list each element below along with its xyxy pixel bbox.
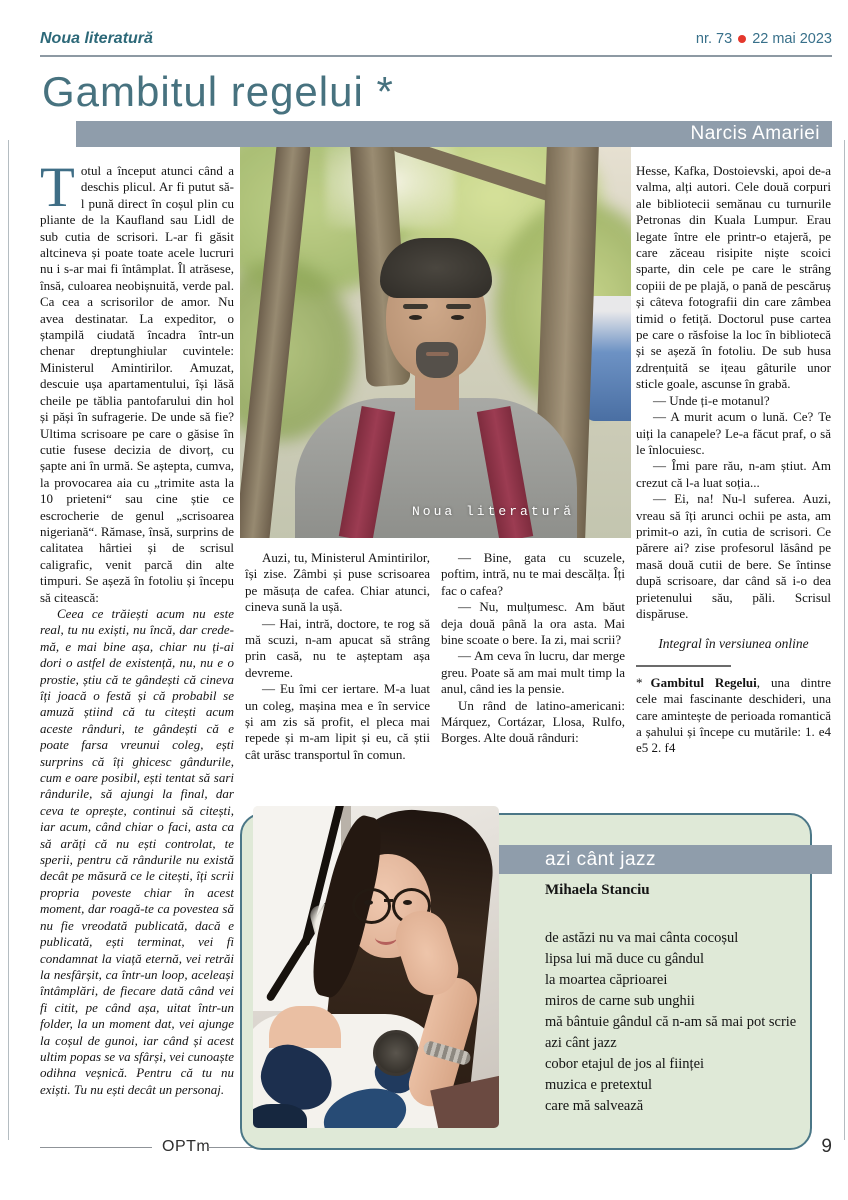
issue-info bbox=[696, 31, 832, 47]
footnote-rule bbox=[636, 665, 731, 667]
online-version-note: Integral în versiunea online bbox=[658, 636, 809, 652]
magazine-brand: OPTm bbox=[162, 1138, 211, 1155]
left-margin-rule bbox=[8, 140, 9, 1140]
paragraph: — Îmi pare rău, n-am știut. Am crezut că l-a luat soția... bbox=[636, 458, 831, 490]
poem-section-title: azi cânt jazz bbox=[545, 848, 657, 870]
footnote-text: , una dintre cele mai fascinante deschideri, una care amintește de perioada romantică a șahului și începe cu mutările: 1. e4 e5 2. f4 bbox=[636, 674, 831, 756]
poet-photo bbox=[253, 806, 499, 1128]
article-title: Gambitul regelui * bbox=[42, 68, 394, 115]
issue-separator-dot bbox=[738, 35, 746, 43]
paragraph: — A murit acum o lună. Ce? Te uiți la canapele? Le-a făcut praf, o să le înlocuiesc. bbox=[636, 409, 831, 457]
poem-line: lipsa lui mă duce cu gândul bbox=[545, 951, 705, 967]
author-banner bbox=[76, 121, 832, 147]
paragraph: Auzi, tu, Ministerul Amintirilor, își zise. Zâmbi și puse scrisoarea pe măsuța de cafea. Chiar atunci, cineva sună la ușă. bbox=[245, 550, 430, 615]
poem-line: mă bântuie gândul că n-am să mai pot scrie bbox=[545, 1014, 797, 1030]
poem-author: Mihaela Stanciu bbox=[545, 882, 650, 898]
eye bbox=[409, 315, 422, 320]
glasses-bridge bbox=[384, 899, 393, 902]
right-margin-rule bbox=[844, 140, 845, 1140]
goatee bbox=[416, 342, 458, 378]
eyebrow bbox=[403, 304, 428, 309]
article-column-3 bbox=[441, 550, 625, 800]
paragraph: — Hai, intră, doctore, te rog să mă scuzi, n-am apucat să strâng prin casă, nu te așteptam așa devreme. bbox=[245, 615, 430, 680]
poem-line: de astăzi nu va mai cânta cocoșul bbox=[545, 930, 739, 946]
poem-line: la moartea căprioarei bbox=[545, 972, 668, 988]
poem bbox=[545, 928, 796, 1117]
poem-line: muzica e pretextul bbox=[545, 1077, 653, 1093]
poem-line: care mă salvează bbox=[545, 1098, 644, 1114]
issue-date: 22 mai 2023 bbox=[752, 31, 832, 47]
paragraph: — Nu, mulțumesc. Am băut deja două până la ora asta. Mai bine scoate o bere. Ia zi, mai scrii? bbox=[441, 599, 625, 648]
eye bbox=[403, 900, 412, 905]
mouth bbox=[426, 352, 449, 356]
masthead-rule bbox=[40, 55, 832, 57]
poem-line: azi cânt jazz bbox=[545, 1035, 617, 1051]
man-hair bbox=[380, 238, 492, 298]
poem-line: cobor etajul de jos al ființei bbox=[545, 1056, 705, 1072]
eye bbox=[451, 315, 464, 320]
footnote-term: Gambitul Regelui bbox=[650, 674, 757, 690]
photo-caption: Noua literatură bbox=[412, 504, 575, 519]
eyebrow bbox=[446, 304, 471, 309]
article-column-4 bbox=[636, 163, 831, 823]
footnote-marker: * bbox=[636, 674, 643, 690]
poem-section-banner bbox=[499, 845, 832, 874]
paragraph: Hesse, Kafka, Dostoievski, apoi de-a valma, alți autori. Cele două corpuri ale bibliotecii semănau cu turnurile Petronas din Kuala Lumpur. Erau legate între ele printr-o etajeră, pe care zăceau risipite niște scoici sparte, din cele pe care le strâng copiii de pe plajă, o pană de pescăruș și câteva fotografii din care zâmbea timid o fetiță. Doctorul puse cartea pe care o răsfoise la loc în bibliotecă și se așeză în fotoliu. De sub husa zdrențuită se ițeau gâturile unor sticle goale, ascunse în grabă. bbox=[636, 163, 831, 392]
paragraph: — Eu îmi cer iertare. M-a luat un coleg, mașina mea e în service și am zis să profit, el pleca mai repede și m-am lipit și eu, că știi cât urăsc transportul în comun. bbox=[245, 681, 430, 762]
lead-paragraph: Totul a început atunci când a deschis plicul. Ar fi putut să-l pună direct în coșul plin cu pliante de la Kaufland sau Lidl de sub cutia de scrisori. L-ar fi găsit altcineva și poate toate acele lucruri nu i s-ar mai fi întâmplat. Îl atrăsese, însă, culoarea neobișnuită, verde pal. Ca cea a scrisorilor de amor. Nu avea destinatar. La expeditor, o ștampilă ciudată încadra într-un chenar dreptunghiular cuvintele: Ministerul Amintirilor. Amuzat, descuie ușa apartamentului, își lăsă cheile pe tăblia pantofarului din hol și păși în sufragerie. De unde să fie? Ultima scrisoare pe care o găsise în cutie fusese decizia de divorț, cu șapte ani în urmă. Se aștepta, cumva, la provocarea aia cu „trimite asta la 10 prieteni“ sau cine știe ce escrocherie de genul „scrisoarea nigeriană“. Rămase, însă, surprins de calitatea hârtiei și de scrisul caligrafic, venit parcă din alte timpuri. Se așeză în fotoliu și începu să citească: bbox=[40, 163, 234, 605]
poem-line: miros de carne sub unghii bbox=[545, 993, 695, 1009]
letter-paragraph: Ceea ce trăiești acum nu este real, tu nu exiști, nu încă, dar crede-mă, e mai bine așa, chiar nu ți-ai dori o astfel de existență, nu, nu e o prostie, știu că te gândești că cineva îți joacă o festă și că probabil se amuză știind că tu citești acum aceste rânduri, te gândești că e poate farsa vreunui coleg, ești surprins că îți ghicesc gândurile, cum e oare posibil, ești tentat să sari rândurile, să ajungi la final, dar ceva te oprește, continui să citești, iar acum, când chiar o faci, asta ca să arăți că nu ești controlat, te sperii, pentru că rândurile nu există decât pe măsură ce le citești, îți scrii propria poveste chiar în acest moment, dar roagă-te ca povestea să nu fie vreodată publicată, dacă e publicată, ești terminat, vei fi condamnat la viață eternă, vei retrăi la nesfârșit, ca într-un loop, aceleași întâmplări, de fiecare dată când vei fi citit, pe când așa, uitat într-un folder, la un moment dat, vei ajunge la coșul de gunoi, iar când și acest ultim popas se va sfârși, vei cunoaște odihna veșnică. Pentru că tu nu exiști. Tu nu ești decât un personaj. bbox=[40, 605, 234, 1097]
issue-number: nr. 73 bbox=[695, 31, 733, 47]
paragraph: — Bine, gata cu scuzele, poftim, intră, nu te mai descălța. Îți fac o cafea? bbox=[441, 550, 625, 598]
paragraph: — Am ceva în lucru, dar merge greu. Poate să am mai mult timp la anul, când ies la pensie. bbox=[441, 648, 625, 697]
section-name: Noua literatură bbox=[40, 30, 153, 47]
article-column-1 bbox=[40, 163, 234, 1135]
page-number: 9 bbox=[821, 1136, 832, 1157]
author-name: Narcis Amariei bbox=[690, 123, 820, 144]
drop-cap: T bbox=[40, 163, 75, 219]
dress-pattern bbox=[253, 1104, 307, 1128]
paragraph: — Unde ți-e motanul? bbox=[653, 392, 770, 408]
article-column-2 bbox=[245, 550, 430, 800]
glasses-lens bbox=[352, 888, 391, 924]
paragraph: — Ei, na! Nu-l suferea. Auzi, vreau să îți arunci ochii pe asta, am primit-o azi, în cutia de scrisori. Ce părere ai? zise profesorul lăsând pe masă două cutii de bere. Se întinse după scrisoare, dar când să i-o dea prietenului său, păli. Scrisul dispăruse. bbox=[636, 491, 831, 621]
author-photo bbox=[240, 146, 631, 538]
woman-shoulder bbox=[269, 1006, 341, 1048]
smile bbox=[375, 930, 397, 945]
eye bbox=[364, 900, 373, 905]
footer-rule-left bbox=[40, 1147, 152, 1148]
footnote bbox=[636, 675, 831, 757]
paragraph: Un rând de latino-americani: Márquez, Cortázar, Llosa, Rulfo, Borges. Alte două rânduri: bbox=[441, 697, 625, 746]
